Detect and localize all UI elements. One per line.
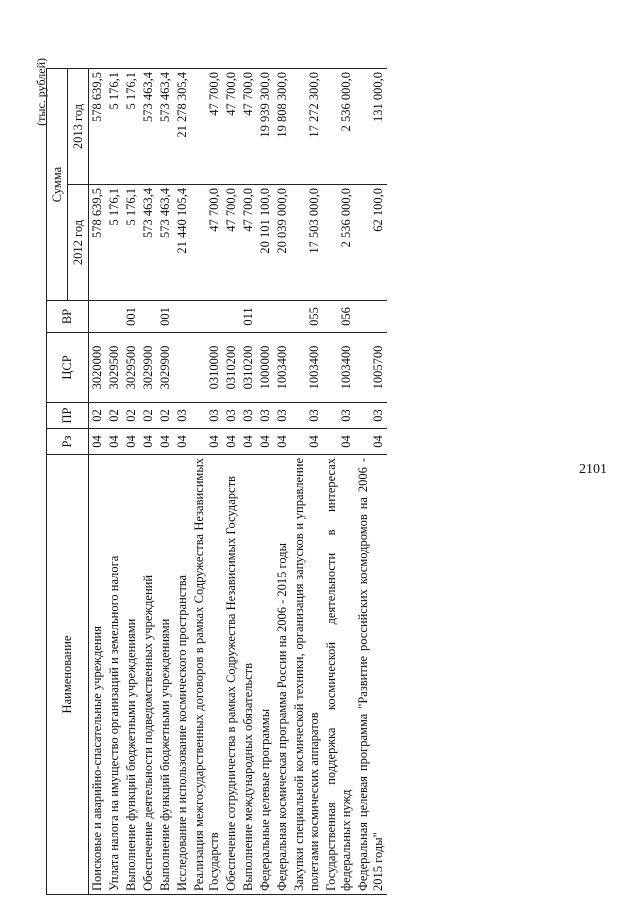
- row-rz: 04: [191, 429, 223, 455]
- page-number: 2101: [579, 462, 607, 477]
- row-vr: 011: [240, 301, 257, 333]
- table-row: [191, 69, 223, 895]
- header-csr: ЦСР: [47, 333, 89, 403]
- row-pr: 03: [240, 403, 257, 429]
- row-vr: [89, 301, 107, 333]
- row-rz: 04: [89, 429, 107, 455]
- row-vr: [257, 301, 274, 333]
- row-rz: 04: [140, 429, 157, 455]
- row-name: Государственная поддержка космической деятельности в интересах федеральных нужд: [323, 455, 355, 895]
- row-rz: 04: [240, 429, 257, 455]
- row-2012: 20 039 000,0: [274, 185, 291, 301]
- row-vr: 056: [323, 301, 355, 333]
- row-2012: 17 503 000,0: [291, 185, 323, 301]
- row-2013: 21 278 305,4: [174, 69, 191, 185]
- table-body: [89, 69, 388, 895]
- header-pr: ПР: [47, 403, 89, 429]
- table-row: [140, 69, 157, 895]
- row-rz: 04: [274, 429, 291, 455]
- table-row: [355, 69, 387, 895]
- row-vr: 001: [157, 301, 174, 333]
- header-vr: ВР: [47, 301, 89, 333]
- header-name: Наименование: [47, 455, 89, 895]
- row-csr: 3029500: [106, 333, 123, 403]
- header-2012: 2012 год: [68, 185, 89, 301]
- row-vr: [174, 301, 191, 333]
- row-name: Поисковые и аварийно-спасательные учреждения: [89, 455, 107, 895]
- row-pr: 02: [106, 403, 123, 429]
- row-rz: 04: [157, 429, 174, 455]
- row-2013: 578 639,5: [89, 69, 107, 185]
- unit-note: (тыс. рублей): [34, 58, 48, 126]
- row-vr: [274, 301, 291, 333]
- row-2012: 20 101 100,0: [257, 185, 274, 301]
- row-2012: 47 700,0: [240, 185, 257, 301]
- row-csr: 3020000: [89, 333, 107, 403]
- row-csr: 1003400: [291, 333, 323, 403]
- row-pr: 02: [123, 403, 140, 429]
- row-2012: 62 100,0: [355, 185, 387, 301]
- table-row: [323, 69, 355, 895]
- row-2013: 573 463,4: [157, 69, 174, 185]
- table-row: [240, 69, 257, 895]
- table-row: [223, 69, 240, 895]
- row-csr: 3029900: [140, 333, 157, 403]
- row-2013: 5 176,1: [123, 69, 140, 185]
- row-csr: 1003400: [323, 333, 355, 403]
- row-name: Федеральная космическая программа России на 2006 - 2015 годы: [274, 455, 291, 895]
- row-name: Выполнение функций бюджетными учреждениями: [157, 455, 174, 895]
- row-2012: 578 639,5: [89, 185, 107, 301]
- row-2013: 19 939 300,0: [257, 69, 274, 185]
- row-2012: 21 440 105,4: [174, 185, 191, 301]
- row-2013: 47 700,0: [191, 69, 223, 185]
- row-2012: 5 176,1: [106, 185, 123, 301]
- row-vr: 055: [291, 301, 323, 333]
- row-vr: [223, 301, 240, 333]
- table-row: [123, 69, 140, 895]
- row-name: Закупки специальной космической техники, организация запусков и управление полетами космических аппаратов: [291, 455, 323, 895]
- row-2013: 17 272 300,0: [291, 69, 323, 185]
- row-vr: [191, 301, 223, 333]
- row-vr: [355, 301, 387, 333]
- row-rz: 04: [257, 429, 274, 455]
- row-rz: 04: [291, 429, 323, 455]
- row-name: Обеспечение деятельности подведомственных учреждений: [140, 455, 157, 895]
- row-name: Федеральные целевые программы: [257, 455, 274, 895]
- row-csr: 0310000: [191, 333, 223, 403]
- row-csr: [174, 333, 191, 403]
- row-pr: 03: [223, 403, 240, 429]
- row-rz: 04: [355, 429, 387, 455]
- row-pr: 02: [140, 403, 157, 429]
- table-row: [274, 69, 291, 895]
- row-name: Выполнение функций бюджетными учреждениями: [123, 455, 140, 895]
- row-name: Уплата налога на имущество организаций и земельного налога: [106, 455, 123, 895]
- row-csr: 0310200: [223, 333, 240, 403]
- budget-table: [46, 68, 387, 895]
- row-pr: 02: [89, 403, 107, 429]
- row-name: Исследование и использование космического пространства: [174, 455, 191, 895]
- row-name: Федеральная целевая программа "Развитие российских космодромов на 2006 - 2015 годы": [355, 455, 387, 895]
- row-vr: 001: [123, 301, 140, 333]
- row-csr: 3029500: [123, 333, 140, 403]
- row-pr: 03: [191, 403, 223, 429]
- row-pr: 02: [157, 403, 174, 429]
- table-row: [291, 69, 323, 895]
- row-vr: [106, 301, 123, 333]
- row-vr: [140, 301, 157, 333]
- row-csr: 3029900: [157, 333, 174, 403]
- row-2012: 5 176,1: [123, 185, 140, 301]
- row-2013: 19 808 300,0: [274, 69, 291, 185]
- row-2012: 47 700,0: [223, 185, 240, 301]
- row-pr: 03: [323, 403, 355, 429]
- row-2012: 47 700,0: [191, 185, 223, 301]
- row-rz: 04: [174, 429, 191, 455]
- row-rz: 04: [223, 429, 240, 455]
- table-row: [257, 69, 274, 895]
- row-csr: 1005700: [355, 333, 387, 403]
- row-name: Реализация межгосударственных договоров в рамках Содружества Независимых Государств: [191, 455, 223, 895]
- row-2013: 5 176,1: [106, 69, 123, 185]
- row-2013: 2 536 000,0: [323, 69, 355, 185]
- row-csr: 0310200: [240, 333, 257, 403]
- row-rz: 04: [123, 429, 140, 455]
- row-name: Обеспечение сотрудничества в рамках Содружества Независимых Государств: [223, 455, 240, 895]
- row-2012: 2 536 000,0: [323, 185, 355, 301]
- row-pr: 03: [355, 403, 387, 429]
- row-2013: 47 700,0: [240, 69, 257, 185]
- table-row: [157, 69, 174, 895]
- row-2013: 47 700,0: [223, 69, 240, 185]
- row-rz: 04: [106, 429, 123, 455]
- table-row: [89, 69, 107, 895]
- table-row: [106, 69, 123, 895]
- header-sum: Сумма: [47, 69, 68, 301]
- row-2013: 131 000,0: [355, 69, 387, 185]
- header-rz: Рз: [47, 429, 89, 455]
- row-csr: 1003400: [274, 333, 291, 403]
- row-2012: 573 463,4: [140, 185, 157, 301]
- row-pr: 03: [257, 403, 274, 429]
- row-pr: 03: [274, 403, 291, 429]
- row-name: Выполнение международных обязательств: [240, 455, 257, 895]
- row-csr: 1000000: [257, 333, 274, 403]
- row-2013: 573 463,4: [140, 69, 157, 185]
- header-2013: 2013 год: [68, 69, 89, 185]
- row-pr: 03: [291, 403, 323, 429]
- row-2012: 573 463,4: [157, 185, 174, 301]
- table-row: [174, 69, 191, 895]
- row-pr: 03: [174, 403, 191, 429]
- row-rz: 04: [323, 429, 355, 455]
